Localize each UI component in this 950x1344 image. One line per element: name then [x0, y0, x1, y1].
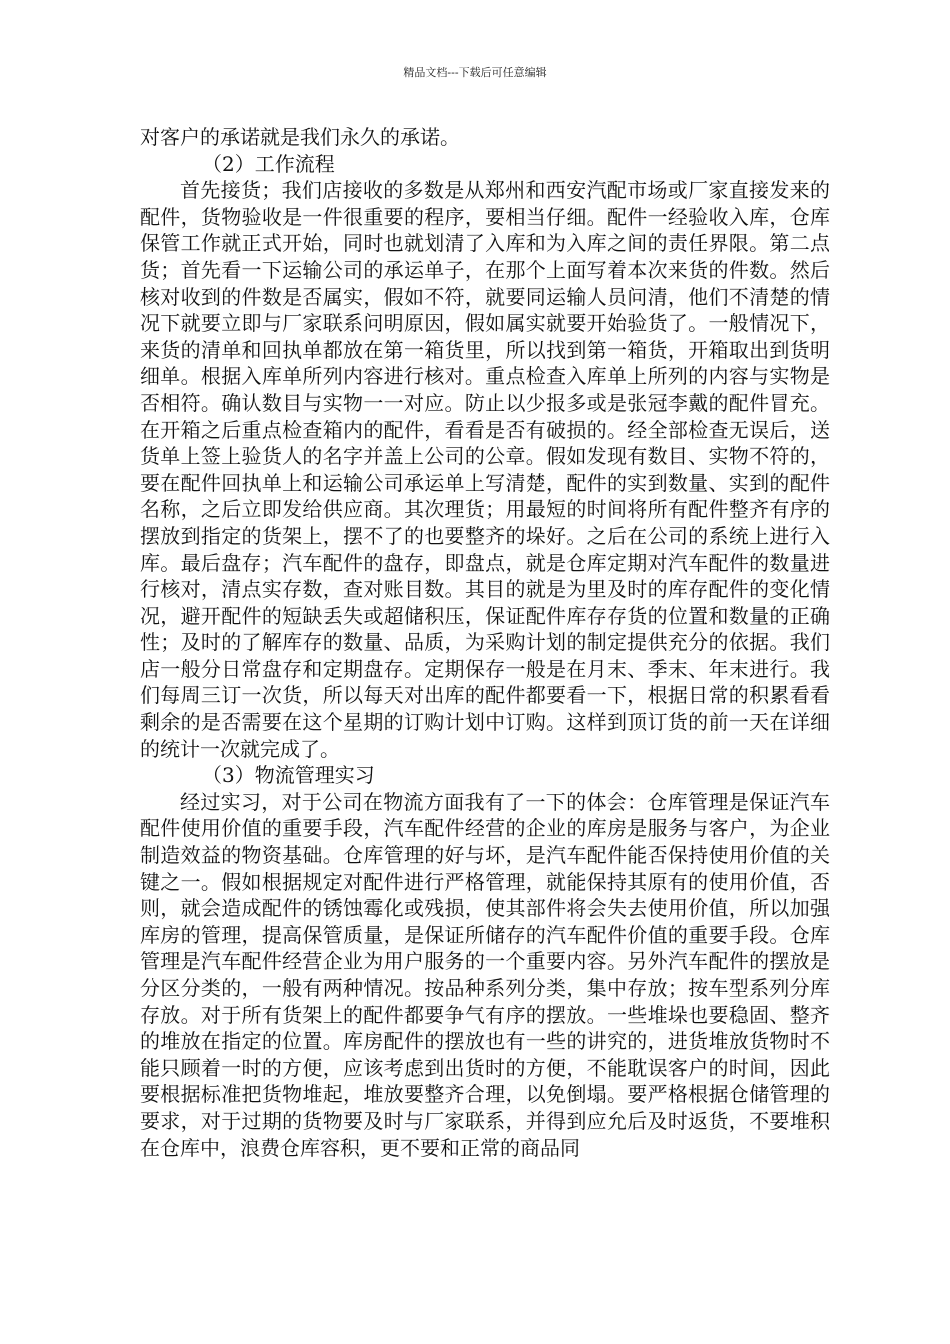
section-heading-logistics: （3）物流管理实习 — [202, 763, 375, 788]
document-body — [140, 124, 830, 1161]
page-header: 精品文档---下载后可任意编辑 — [403, 66, 547, 79]
section-heading-workflow: （2）工作流程 — [202, 151, 335, 176]
paragraph-workflow: 首先接货；我们店接收的多数是从郑州和西安汽配市场或厂家直接发来的配件，货物验收是一件很重要的程序，要相当仔细。配件一经验收入库，仓库保管工作就正式开始，同时也就划清了入库和为入库之间的责任界限。第二点货；首先看一下运输公司的承运单子，在那个上面写着本次来货的件数。然后核对收到的件数是否属实，假如不符，就要同运输人员问清，他们不清楚的情况下就要立即与厂家联系问明原因，假如属实就要开始验货了。一般情况下，来货的清单和回执单都放在第一箱货里，所以找到第一箱货，开箱取出到货明细单。根据入库单所列内容进行核对。重点检查入库单上所列的内容与实物是否相符。确认数目与实物一一对应。防止以少报多或是张冠李戴的配件冒充。在开箱之后重点检查箱内的配件，看看是否有破损的。经全部检查无误后，送货单上签上验货人的名字并盖上公司的公章。假如发现有数目、实物不符的，要在配件回执单上和运输公司承运单上写清楚，配件的实到数量、实到的配件名称，之后立即发给供应商。其次理货；用最短的时间将所有配件整齐有序的摆放到指定的货架上，摆不了的也要整齐的垛好。之后在公司的系统上进行入库。最后盘存；汽车配件的盘存，即盘点，就是仓库定期对汽车配件的数量进行核对，清点实存数，查对账目数。其目的就是为里及时的库存配件的变化情况，避开配件的短缺丢失或超储积压，保证配件库存存货的位置和数量的正确性；及时的了解库存的数量、品质，为采购计划的制定提供充分的依据。我们店一般分日常盘存和定期盘存。定期保存一般是在月末、季末、年末进行。我们每周三订一次货，所以每天对出库的配件都要看一下，根据日常的积累看看剩余的是否需要在这个星期的订购计划中订购。这样到顶订货的前一天在详细的统计一次就完成了。 — [140, 178, 830, 761]
paragraph-continuation: 对客户的承诺就是我们永久的承诺。 — [140, 125, 460, 149]
paragraph-logistics: 经过实习，对于公司在物流方面我有了一下的体会：仓库管理是保证汽车配件使用价值的重要手段，汽车配件经营的企业的库房是服务与客户，为企业制造效益的物资基础。仓库管理的好与坏，是汽车配件能否保持使用价值的关键之一。假如根据规定对配件进行严格管理，就能保持其原有的使用价值，否则，就会造成配件的锈蚀霉化或残损，使其部件将会失去使用价值，所以加强库房的管理，提高保管质量，是保证所储存的汽车配件价值的重要手段。仓库管理是汽车配件经营企业为用户服务的一个重要内容。另外汽车配件的摆放是分区分类的，一般有两种情况。按品种系列分类，集中存放；按车型系列分库存放。对于所有货架上的配件都要争气有序的摆放。一些堆垛也要稳固、整齐的堆放在指定的位置。库房配件的摆放也有一些的讲究的，进货堆放货物时不能只顾着一时的方便，应该考虑到出货时的方便，不能耽误客户的时间，因此要根据标准把货物堆起，堆放要整齐合理，以免倒塌。要严格根据仓储管理的要求，对于过期的货物要及时与厂家联系，并得到应允后及时返货，不要堆积在仓库中，浪费仓库容积，更不要和正常的商品同 — [140, 789, 830, 1160]
